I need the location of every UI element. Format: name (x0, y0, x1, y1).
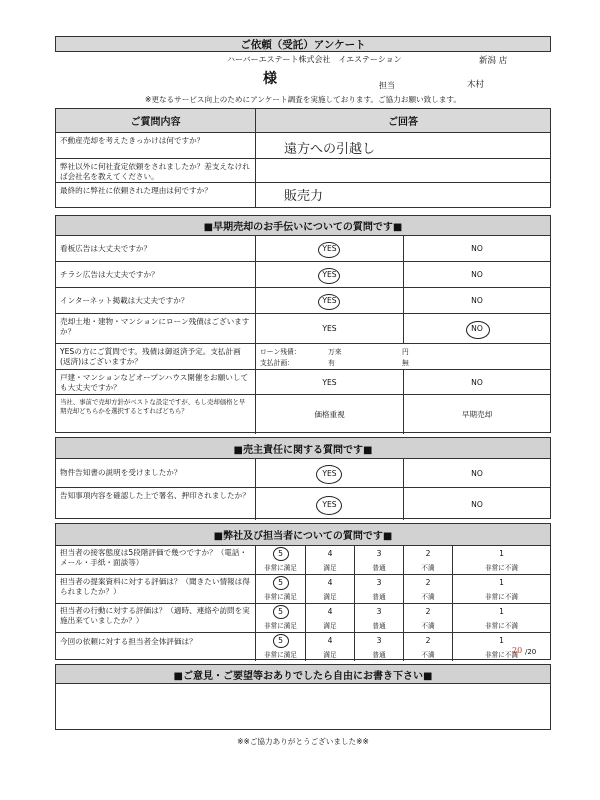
yes-option: YES (255, 370, 403, 394)
yes-option: YES (255, 459, 403, 487)
rating-label: 非常に満足 (264, 651, 297, 659)
payment-plan-label: 支払計画： (260, 359, 294, 367)
question-text: 担当者の接客態度は5段階評価で幾つですか？（電話・メール・手紙・面談等） (60, 548, 248, 567)
yes-no-row (56, 313, 550, 343)
yes-no-row (56, 261, 550, 287)
rating-number: 3 (376, 548, 382, 558)
rating-label: 満足 (323, 651, 337, 659)
rating-label: 不満 (421, 622, 435, 630)
handwritten-answer: 遠方への引越し (284, 142, 376, 157)
rating-number: 5 (278, 548, 283, 558)
selection-circle (318, 242, 340, 258)
question-text: 戸建・マンションなどオープンハウス開催をお願いしても大丈夫ですか？ (60, 373, 249, 392)
priority-row (56, 394, 550, 434)
rating-label: 非常に不満 (485, 593, 518, 601)
rating-label: 非常に不満 (485, 651, 518, 659)
rating-label: 非常に不満 (485, 622, 518, 630)
rating-number: 5 (278, 577, 283, 587)
branch-name: 新潟 店 (479, 56, 508, 66)
payment-plan-no: 無 (402, 359, 409, 367)
column-header-row (56, 108, 550, 132)
rating-option-4 (305, 546, 354, 574)
yes-no-row (56, 458, 550, 487)
loan-row (56, 343, 550, 369)
rating-label: 普通 (372, 564, 386, 572)
rating-number: 1 (499, 635, 504, 645)
staff-label: 担当 (379, 81, 395, 90)
rating-number: 3 (376, 606, 382, 616)
column-question: ご質問内容 (56, 109, 255, 132)
rating-option-1 (452, 546, 550, 574)
question-text: 当社、事前で売却方針がベストな設定ですが、もし売却価格と早期売却どちらかを選択するとすればどちら？ (60, 398, 246, 415)
selection-circle (273, 547, 289, 561)
selection-circle (318, 294, 340, 310)
selection-circle (273, 605, 289, 619)
question-text: 担当者の行動に対する評価は？（適時、連絡や訪問を実施出来ていましたか？） (60, 606, 250, 625)
rating-label: 普通 (372, 593, 386, 601)
rating-number: 2 (425, 548, 431, 558)
rating-label: 不満 (421, 593, 435, 601)
no-option: NO (403, 370, 550, 394)
handwritten-score: 20 (512, 646, 523, 655)
question-text: インターネット掲載は大丈夫ですか？ (60, 295, 189, 305)
answer-cell (255, 133, 550, 158)
rating-row (56, 545, 550, 574)
rating-number: 4 (327, 548, 333, 558)
rating-label: 非常に不満 (485, 564, 518, 572)
rating-option-3 (354, 546, 403, 574)
column-answer: ご回答 (255, 109, 550, 132)
question-text: 売却土地・建物・マンションにローン残債はございますか？ (60, 317, 250, 336)
question-text: 物件告知書の説明を受けましたか？ (60, 468, 182, 477)
yes-option: YES (255, 288, 403, 313)
rating-number: 1 (499, 606, 504, 616)
yes-option: YES (255, 236, 403, 261)
customer-honorific: 様 (263, 71, 277, 87)
rating-number: 1 (499, 577, 504, 587)
no-option: NO (403, 488, 550, 520)
survey-sheet (55, 36, 551, 746)
rating-number: 5 (278, 606, 283, 616)
selection-circle (318, 268, 340, 284)
answer-cell (255, 183, 550, 208)
rating-option-1 (452, 575, 550, 603)
selection-circle (273, 634, 289, 648)
yes-no-row (56, 287, 550, 313)
company-name: ハーバーエステート株式会社 イエステーション (227, 55, 402, 64)
loan-detail-cell (255, 344, 550, 369)
yes-no-row (56, 487, 550, 520)
survey-title: ご依頼（受託）アンケート (55, 36, 551, 52)
yes-no-row (56, 235, 550, 261)
rating-number: 2 (425, 577, 431, 587)
rating-number: 5 (278, 635, 283, 645)
price-priority-option: 価格重視 (255, 395, 403, 434)
rating-number: 2 (425, 606, 431, 616)
rating-option-4 (305, 575, 354, 603)
selection-circle (466, 321, 490, 339)
free-comment-area[interactable] (56, 683, 550, 731)
no-option: NO (403, 236, 550, 261)
answer-cell (255, 159, 550, 182)
rating-label: 普通 (372, 651, 386, 659)
intro-row (56, 132, 550, 158)
intro-table (55, 108, 551, 208)
rating-number: 4 (327, 577, 333, 587)
rating-row (56, 574, 550, 603)
footer-thanks: ※※ご協力ありがとうございました※※ (237, 737, 369, 746)
no-option: NO (403, 288, 550, 313)
question-text: 不動産売却を考えたきっかけは何ですか？ (60, 136, 205, 145)
no-option: NO (403, 314, 550, 343)
question-text: YESの方にご質問です。残債は御返済予定。支払計画(返済)はございますか？ (60, 347, 241, 366)
rating-label: 非常に満足 (264, 622, 297, 630)
score-total: /20 (525, 648, 537, 656)
section4-table (55, 664, 551, 730)
rating-number: 1 (499, 548, 504, 558)
rating-number: 3 (376, 635, 382, 645)
section1-title: ■早期売却のお手伝いについての質問です■ (56, 216, 550, 235)
selection-circle (273, 576, 289, 590)
rating-label: 満足 (323, 593, 337, 601)
rating-label: 非常に満足 (264, 564, 297, 572)
notice-text: ※更なるサービス向上のためにアンケート調査を実施しております。ご協力お願い致します。 (144, 95, 462, 104)
no-option: NO (403, 459, 550, 487)
loan-balance-unit2: 円 (402, 348, 409, 356)
question-text: 告知事項内容を確認した上で署名、押印されましたか？ (60, 491, 250, 500)
rating-label: 普通 (372, 622, 386, 630)
handwritten-answer: 販売力 (284, 189, 324, 204)
section1-table (55, 215, 551, 433)
rating-row (56, 632, 550, 661)
rating-option-3 (354, 604, 403, 632)
question-text: 看板広告は大丈夫ですか？ (60, 243, 152, 253)
question-text: 弊社以外に何社査定依頼をされましたか？差支えなければ会社名を教えてください。 (60, 162, 250, 181)
rating-option-4 (305, 633, 354, 661)
question-text: 今回の依頼に対する担当者全体評価は？ (60, 637, 197, 646)
yes-option: YES (255, 488, 403, 520)
rating-number: 3 (376, 577, 382, 587)
staff-name: 木村 (467, 80, 485, 90)
rating-label: 不満 (421, 651, 435, 659)
rating-option-2 (403, 633, 452, 661)
rating-option-2 (403, 575, 452, 603)
rating-option-1 (452, 604, 550, 632)
rating-option-2 (403, 546, 452, 574)
rating-option-4 (305, 604, 354, 632)
rating-option-2 (403, 604, 452, 632)
loan-balance-unit1: 万来 (328, 348, 342, 356)
rating-option-1 (452, 633, 550, 661)
yes-no-row (56, 369, 550, 394)
section4-title: ■ご意見・ご要望等おありでしたら自由にお書き下さい■ (56, 665, 550, 683)
rating-number: 2 (425, 635, 431, 645)
yes-option: YES (255, 262, 403, 287)
question-text: 担当者の提案資料に対する評価は？（聞きたい情報は得られましたか？） (60, 577, 250, 596)
section2-table (55, 437, 551, 519)
rating-number: 4 (327, 635, 333, 645)
rating-label: 満足 (323, 622, 337, 630)
rating-row (56, 603, 550, 632)
rating-number: 4 (327, 606, 333, 616)
loan-balance-label: ローン残債： (260, 348, 301, 356)
yes-option: YES (255, 314, 403, 343)
payment-plan-yes: 有 (328, 359, 335, 367)
selection-circle (316, 465, 342, 484)
rating-label: 非常に満足 (264, 593, 297, 601)
section3-title: ■弊社及び担当者についての質問です■ (56, 524, 550, 545)
selection-circle (316, 496, 342, 515)
section3-table (55, 523, 551, 660)
intro-row (56, 158, 550, 182)
speed-priority-option: 早期売却 (403, 395, 550, 434)
section2-title: ■売主責任に関する質問です■ (56, 438, 550, 458)
rating-label: 不満 (421, 564, 435, 572)
rating-label: 満足 (323, 564, 337, 572)
rating-option-3 (354, 575, 403, 603)
question-text: チラシ広告は大丈夫ですか？ (60, 269, 159, 279)
question-text: 最終的に弊社に依頼された理由は何ですか？ (60, 186, 212, 195)
intro-row (56, 182, 550, 208)
no-option: NO (403, 262, 550, 287)
rating-option-3 (354, 633, 403, 661)
